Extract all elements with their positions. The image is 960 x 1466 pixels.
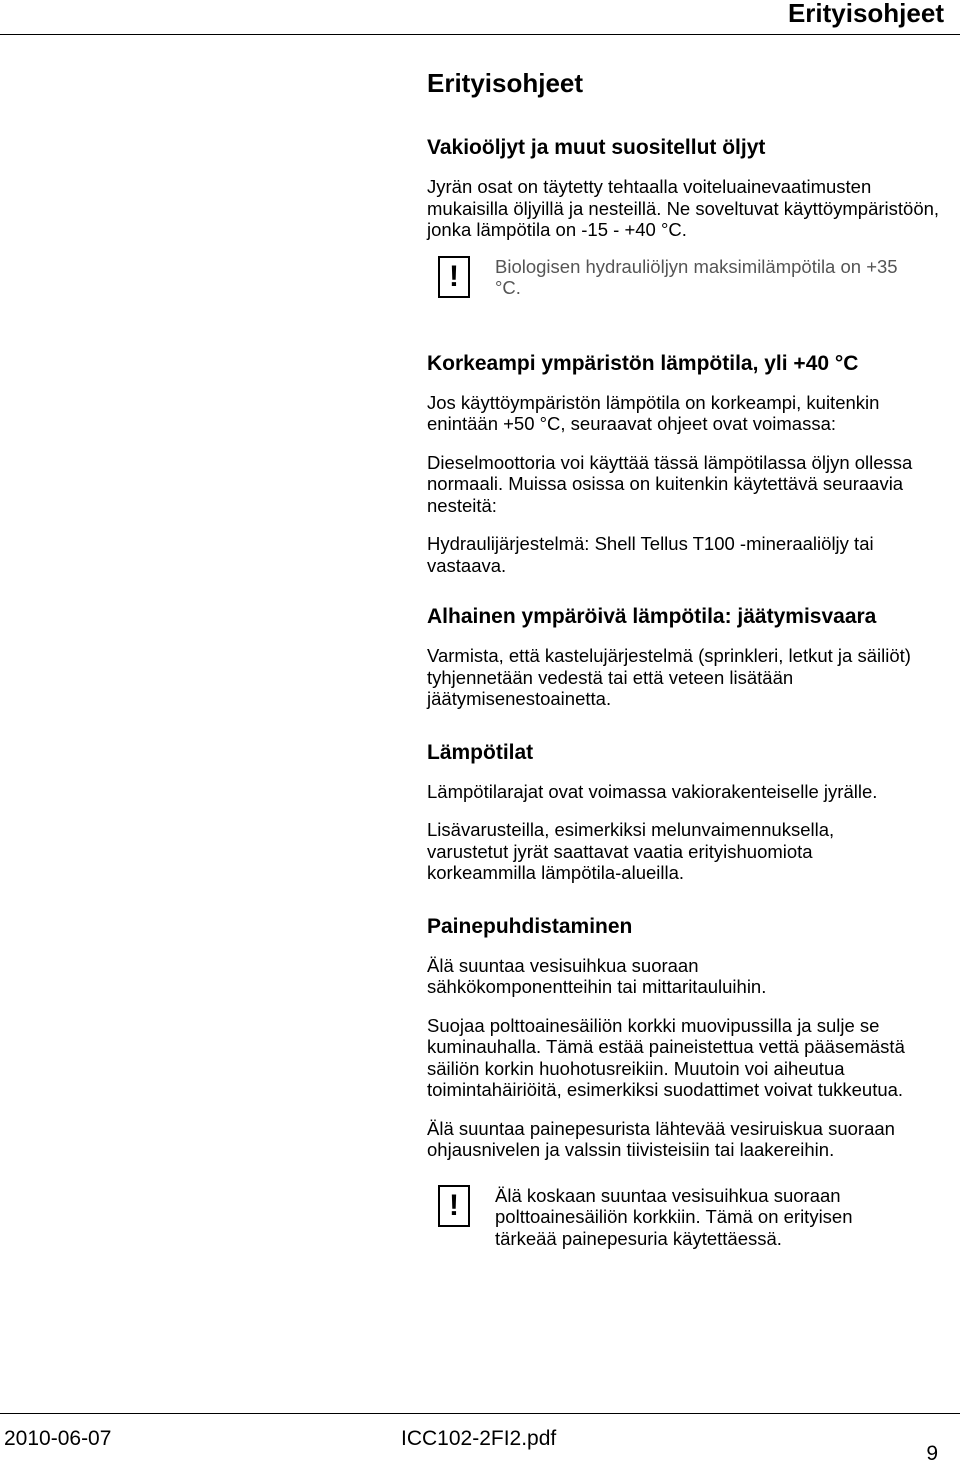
exclamation-warning-icon: !	[438, 256, 470, 298]
exclamation-warning-icon: !	[438, 1185, 470, 1227]
pressure-p1: Älä suuntaa vesisuihkua suoraan sähkökomponentteihin tai mittaritauluihin.	[427, 954, 767, 997]
pressure-warning-text: Älä koskaan suuntaa vesisuihkua suoraan polttoainesäiliön korkkiin. Tämä on erityisen tärkeää painepesuria käytettäessä.	[495, 1184, 853, 1249]
footer-date: 2010-06-07	[4, 1427, 112, 1450]
temps-p2: Lisävarusteilla, esimerkiksi melunvaimennuksella, varustetut jyrät saattavat vaatia erityishuomiota korkeammilla lämpötila-alueilla.	[427, 819, 835, 883]
page-content	[427, 66, 957, 1249]
high-temp-p1: Jos käyttöympäristön lämpötila on korkeampi, kuitenkin enintään +50 °C, seuraavat ohjeet ovat voimassa:	[427, 391, 880, 434]
footer-filename: ICC102-2FI2.pdf	[401, 1427, 557, 1450]
oils-warning-text: Biologisen hydrauliöljyn maksimilämpötila on +35 °C.	[495, 255, 898, 298]
heading-pressure: Painepuhdistaminen	[427, 914, 633, 938]
heading-temps: Lämpötilat	[427, 740, 534, 764]
page-title: Erityisohjeet	[427, 68, 584, 98]
pressure-warning-note	[438, 1185, 938, 1250]
footer-rule	[0, 1413, 960, 1414]
header-rule	[0, 34, 960, 35]
pressure-p3: Älä suuntaa painepesurista lähtevää vesiruiskua suoraan ohjausnivelen ja valssin tiivisteisiin tai laakereihin.	[427, 1117, 895, 1160]
low-temp-p1: Varmista, että kastelujärjestelmä (sprinkleri, letkut ja säiliöt) tyhjennetään vedestä tai että veteen lisätään jäätymisenestoainetta.	[427, 645, 911, 709]
pressure-p2: Suojaa polttoainesäiliön korkki muovipussilla ja sulje se kuminauhalla. Tämä estää paineistettua vettä pääsemästä säiliön korkin huohotusreikiin. Muutoin voi aiheutua toimintahäiriöitä, esimerkiksi suodattimet voivat tukkeutua.	[427, 1014, 905, 1100]
page-number: 9	[926, 1442, 938, 1465]
oils-warning-note	[438, 256, 938, 299]
high-temp-p2: Dieselmoottoria voi käyttää tässä lämpötilassa öljyn ollessa normaali. Muissa osissa on kuitenkin käytettävä seuraavia nesteitä:	[427, 451, 913, 516]
heading-high-temp: Korkeampi ympäristön lämpötila, yli +40 °C	[427, 351, 859, 375]
heading-oils: Vakioöljyt ja muut suositellut öljyt	[427, 136, 766, 159]
heading-low-temp: Alhainen ympäröivä lämpötila: jäätymisvaara	[427, 605, 877, 628]
oils-text: Jyrän osat on täytetty tehtaalla voiteluainevaatimusten mukaisilla öljyillä ja nesteillä. Ne soveltuvat käyttöympäristöön, jonka lämpötila on -15 - +40 °C.	[427, 176, 940, 240]
temps-p1: Lämpötilarajat ovat voimassa vakiorakenteiselle jyrälle.	[427, 780, 878, 802]
high-temp-p3: Hydraulijärjestelmä: Shell Tellus T100 -mineraaliöljy tai vastaava.	[427, 533, 874, 576]
running-header-title: Erityisohjeet	[787, 0, 944, 28]
